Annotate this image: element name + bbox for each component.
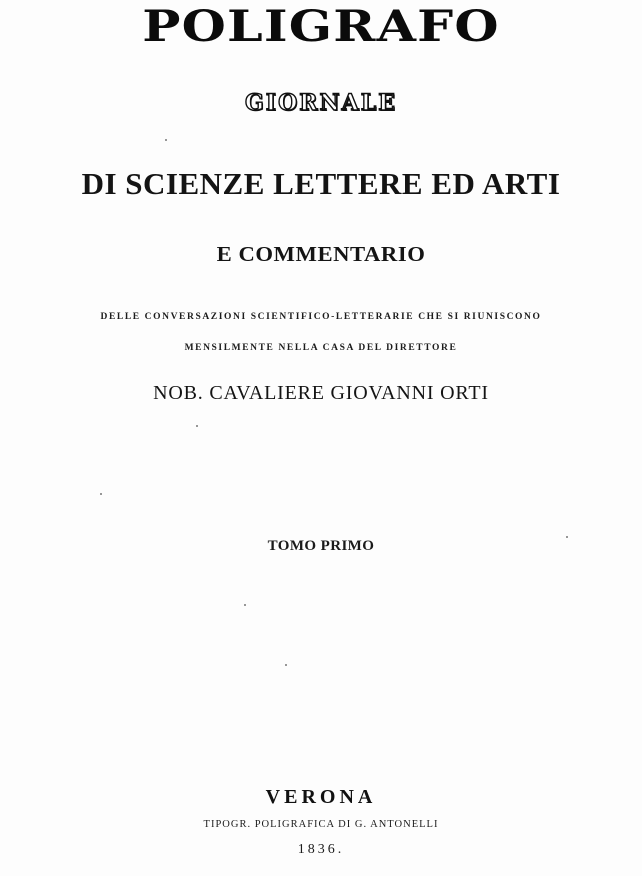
journal-subtitle: GIORNALE — [245, 90, 397, 116]
paper-speck — [566, 536, 568, 538]
paper-speck — [285, 664, 287, 666]
journal-scope: DI SCIENZE LETTERE ED ARTI — [81, 166, 561, 201]
paper-speck — [100, 493, 102, 495]
description-line-1: DELLE CONVERSAZIONI SCIENTIFICO-LETTERARIE CHE SI RIUNISCONO — [100, 312, 542, 322]
commentary-line: E COMMENTARIO — [216, 242, 426, 266]
printer-line: TIPOGR. POLIGRAFICA DI G. ANTONELLI — [203, 819, 439, 830]
paper-speck — [165, 139, 167, 141]
volume-label: TOMO PRIMO — [267, 538, 375, 554]
director-name: NOB. CAVALIERE GIOVANNI ORTI — [153, 382, 489, 404]
publication-city: VERONA — [265, 786, 377, 808]
paper-speck — [244, 604, 246, 606]
publication-year: 1836. — [297, 842, 345, 857]
description-line-2: MENSILMENTE NELLA CASA DEL DIRETTORE — [184, 343, 458, 353]
journal-title: POLIGRAFO — [142, 2, 500, 52]
paper-speck — [196, 425, 198, 427]
